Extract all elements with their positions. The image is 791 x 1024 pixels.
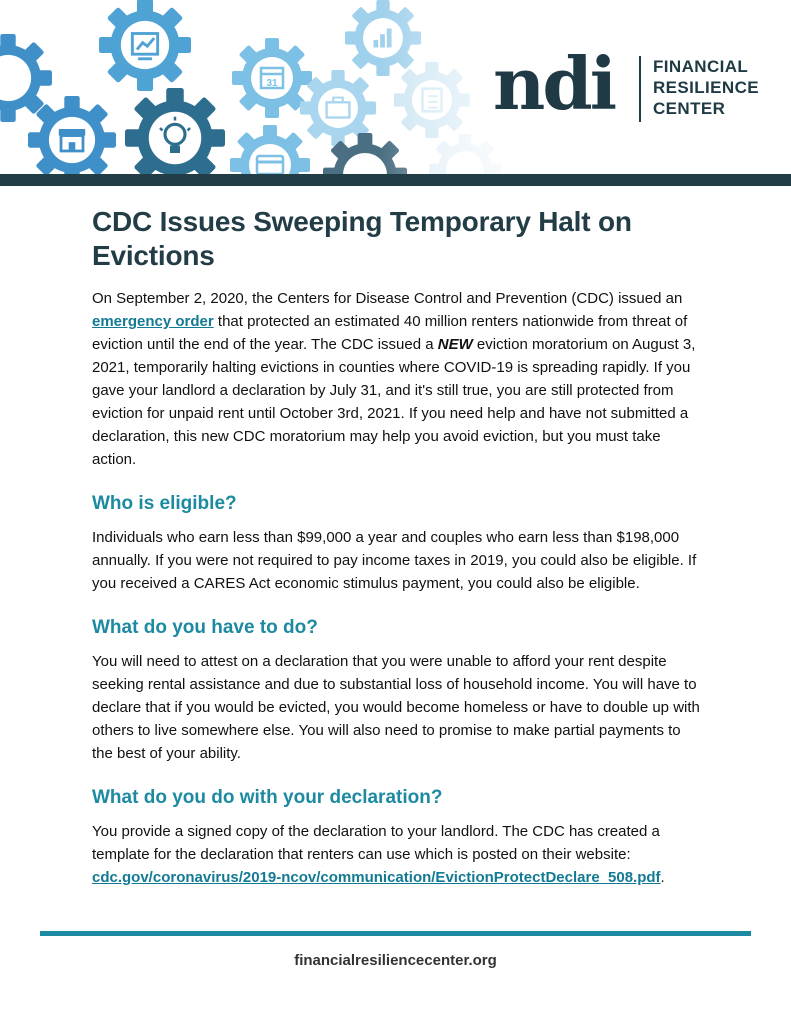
new-emphasis: NEW: [437, 336, 473, 353]
intro-text-1: On September 2, 2020, the Centers for Disease Control and Prevention (CDC) issued an: [92, 290, 683, 307]
intro-text-3: eviction moratorium on August 3, 2021, temporarily halting evictions in counties where COVID-19 is spreading rapidly. If you gave your landlord a declaration by July 31, and it's still true, you are still protected from eviction for unpaid rent until October 3rd, 2021. If you need help and have not submitted a declaration, this new CDC moratorium may help you avoid eviction, but you must take action.: [92, 336, 696, 468]
logo-line-2: RESILIENCE: [653, 78, 760, 97]
footer-rule: [40, 931, 751, 936]
svg-text:31: 31: [266, 78, 278, 89]
intro-text-2: that protected an estimated 40 million renters nationwide from threat of eviction until the end of the year. The CDC issued a: [92, 313, 688, 353]
section-body-what-to-do: You will need to attest on a declaration that you were unable to afford your rent despite seeking rental assistance and due to substantial loss of household income. You will have to declare that if you would be evicted, you would become homeless or have to double up with others to live somewhere else. You will also need to promise to make partial payments to the best of your ability.: [92, 653, 700, 762]
section-heading-declaration: What do you do with your declaration?: [92, 787, 443, 808]
page-title: CDC Issues Sweeping Temporary Halt on Evictions: [92, 206, 632, 271]
intro-paragraph: [92, 287, 702, 471]
header-banner: [0, 0, 791, 186]
logo-wordmark: ndi: [493, 41, 615, 126]
section-body-eligibility: Individuals who earn less than $99,000 a year and couples who earn less than $198,000 annually. If you were not required to pay income taxes in 2019, you could also be eligible. If you received a CARES Act economic stimulus payment, you could also be eligible.: [92, 529, 697, 592]
emergency-order-link[interactable]: emergency order: [92, 313, 214, 330]
logo-subtitle: [653, 56, 791, 119]
cdc-declaration-link[interactable]: cdc.gov/coronavirus/2019-ncov/communication/EvictionProtectDeclare_508.pdf: [92, 869, 661, 886]
logo-line-3: CENTER: [653, 99, 726, 118]
header-stripe: [0, 174, 791, 186]
section-heading-what-to-do: What do you have to do?: [92, 617, 318, 638]
storefront-icon: [28, 96, 116, 184]
footer-url: financialresiliencecenter.org: [294, 952, 497, 969]
section-body-declaration: [92, 820, 702, 889]
lightbulb-icon: [125, 88, 225, 186]
section-heading-eligibility: Who is eligible?: [92, 493, 237, 514]
chart-icon: [99, 0, 191, 91]
logo-divider: [639, 56, 641, 122]
declaration-trailing: .: [660, 869, 665, 886]
declaration-text: You provide a signed copy of the declaration to your landlord. The CDC has created a template for the declaration that renters can use which is posted on their website:: [92, 823, 660, 863]
logo-line-1: FINANCIAL: [653, 57, 749, 76]
article: [92, 205, 702, 889]
